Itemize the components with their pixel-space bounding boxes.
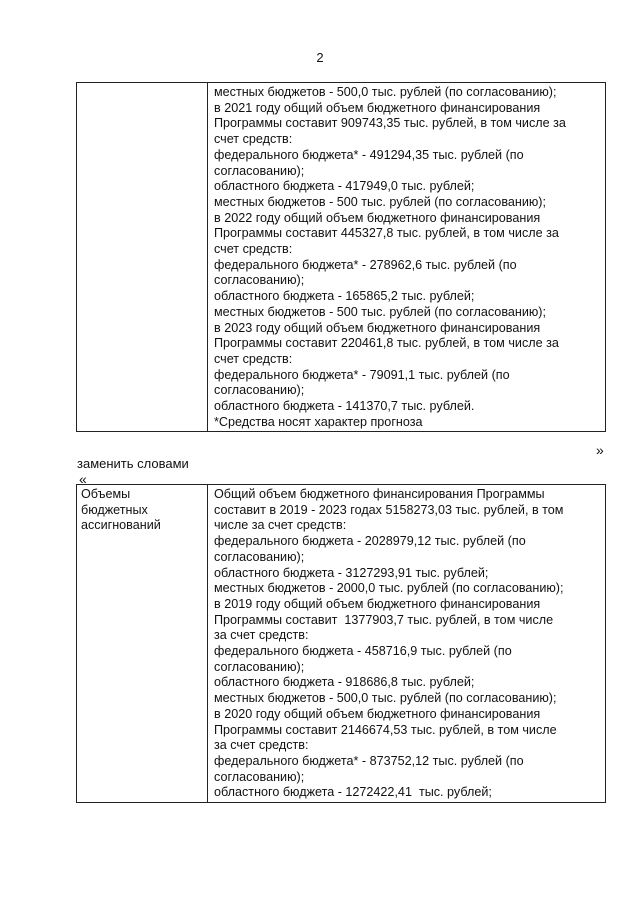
text-line: федерального бюджета - 458716,9 тыс. рублей (по (214, 644, 512, 659)
text-line: Общий объем бюджетного финансирования Программы (214, 487, 545, 501)
label-cell-empty (77, 83, 208, 432)
text-line: местных бюджетов - 500 тыс. рублей (по согласованию); (214, 304, 546, 319)
text-line: *Средства носят характер прогноза (214, 414, 423, 429)
content-cell (208, 83, 606, 432)
replace-instruction: заменить словами (77, 456, 189, 471)
budget-table-continuation (76, 82, 606, 432)
text-line: бюджетных (81, 502, 148, 517)
text-line: федерального бюджета* - 278962,6 тыс. рублей (по (214, 257, 517, 272)
text-line: составит в 2019 - 2023 годах 5158273,03 тыс. рублей, в том (214, 502, 564, 517)
label-lines (81, 487, 203, 534)
text-line: счет средств: (214, 242, 293, 257)
text-line: областного бюджета - 417949,0 тыс. рублей; (214, 179, 475, 194)
text-line: согласованию); (214, 659, 305, 674)
text-line: федерального бюджета* - 491294,35 тыс. рублей (по (214, 147, 524, 162)
text-line: Программы составит 2146674,53 тыс. рублей, в том числе (214, 722, 557, 737)
text-line: Программы составит 909743,35 тыс. рублей, в том числе за (214, 116, 566, 131)
text-line: за счет средств: (214, 628, 309, 643)
text-line: в 2022 году общий объем бюджетного финансирования (214, 210, 541, 225)
text-line: числе за счет средств: (214, 518, 347, 533)
text-line: федерального бюджета* - 873752,12 тыс. рублей (по (214, 753, 524, 768)
text-line: за счет средств: (214, 738, 309, 753)
text-line: счет средств: (214, 132, 293, 147)
text-line: Программы составит 220461,8 тыс. рублей, в том числе за (214, 336, 559, 351)
text-line: счет средств: (214, 351, 293, 366)
text-line: согласованию); (214, 549, 305, 564)
text-line: областного бюджета - 918686,8 тыс. рублей; (214, 675, 475, 690)
text-line: федерального бюджета* - 79091,1 тыс. рублей (по (214, 367, 510, 382)
text-line: местных бюджетов - 500,0 тыс. рублей (по согласованию); (214, 691, 557, 706)
text-line: в 2019 году общий объем бюджетного финансирования (214, 596, 541, 611)
text-line: в 2020 году общий объем бюджетного финансирования (214, 706, 541, 721)
page-number: 2 (316, 50, 324, 65)
text-line: ассигнований (81, 518, 161, 533)
table-row (77, 83, 606, 432)
text-line: Объемы (81, 487, 131, 501)
label-cell (77, 485, 208, 803)
table-row (77, 485, 606, 803)
text-line: Программы составит 1377903,7 тыс. рублей, в том числе (214, 612, 554, 627)
text-line: согласованию); (214, 383, 305, 398)
text-line: местных бюджетов - 500 тыс. рублей (по согласованию); (214, 194, 546, 209)
text-line: местных бюджетов - 500,0 тыс. рублей (по согласованию); (214, 85, 557, 99)
text-line: согласованию); (214, 163, 305, 178)
text-line: Программы составит 445327,8 тыс. рублей, в том числе за (214, 226, 559, 241)
text-line: в 2021 году общий объем бюджетного финансирования (214, 100, 541, 115)
content-cell (208, 485, 606, 803)
closing-quote: » (596, 442, 604, 458)
text-line: в 2023 году общий объем бюджетного финансирования (214, 320, 541, 335)
content-lines (214, 85, 601, 430)
text-line: областного бюджета - 3127293,91 тыс. рублей; (214, 565, 489, 580)
text-line: согласованию); (214, 769, 305, 784)
text-line: областного бюджета - 141370,7 тыс. рублей. (214, 399, 475, 414)
text-line: федерального бюджета - 2028979,12 тыс. рублей (по (214, 534, 526, 549)
opening-quote: « (79, 471, 87, 487)
text-line: согласованию); (214, 273, 305, 288)
content-lines (214, 487, 601, 801)
budget-table-replacement (76, 484, 606, 803)
text-line: областного бюджета - 1272422,41 тыс. рублей; (214, 785, 492, 800)
text-line: местных бюджетов - 2000,0 тыс. рублей (по согласованию); (214, 581, 564, 596)
text-line: областного бюджета - 165865,2 тыс. рублей; (214, 289, 475, 304)
